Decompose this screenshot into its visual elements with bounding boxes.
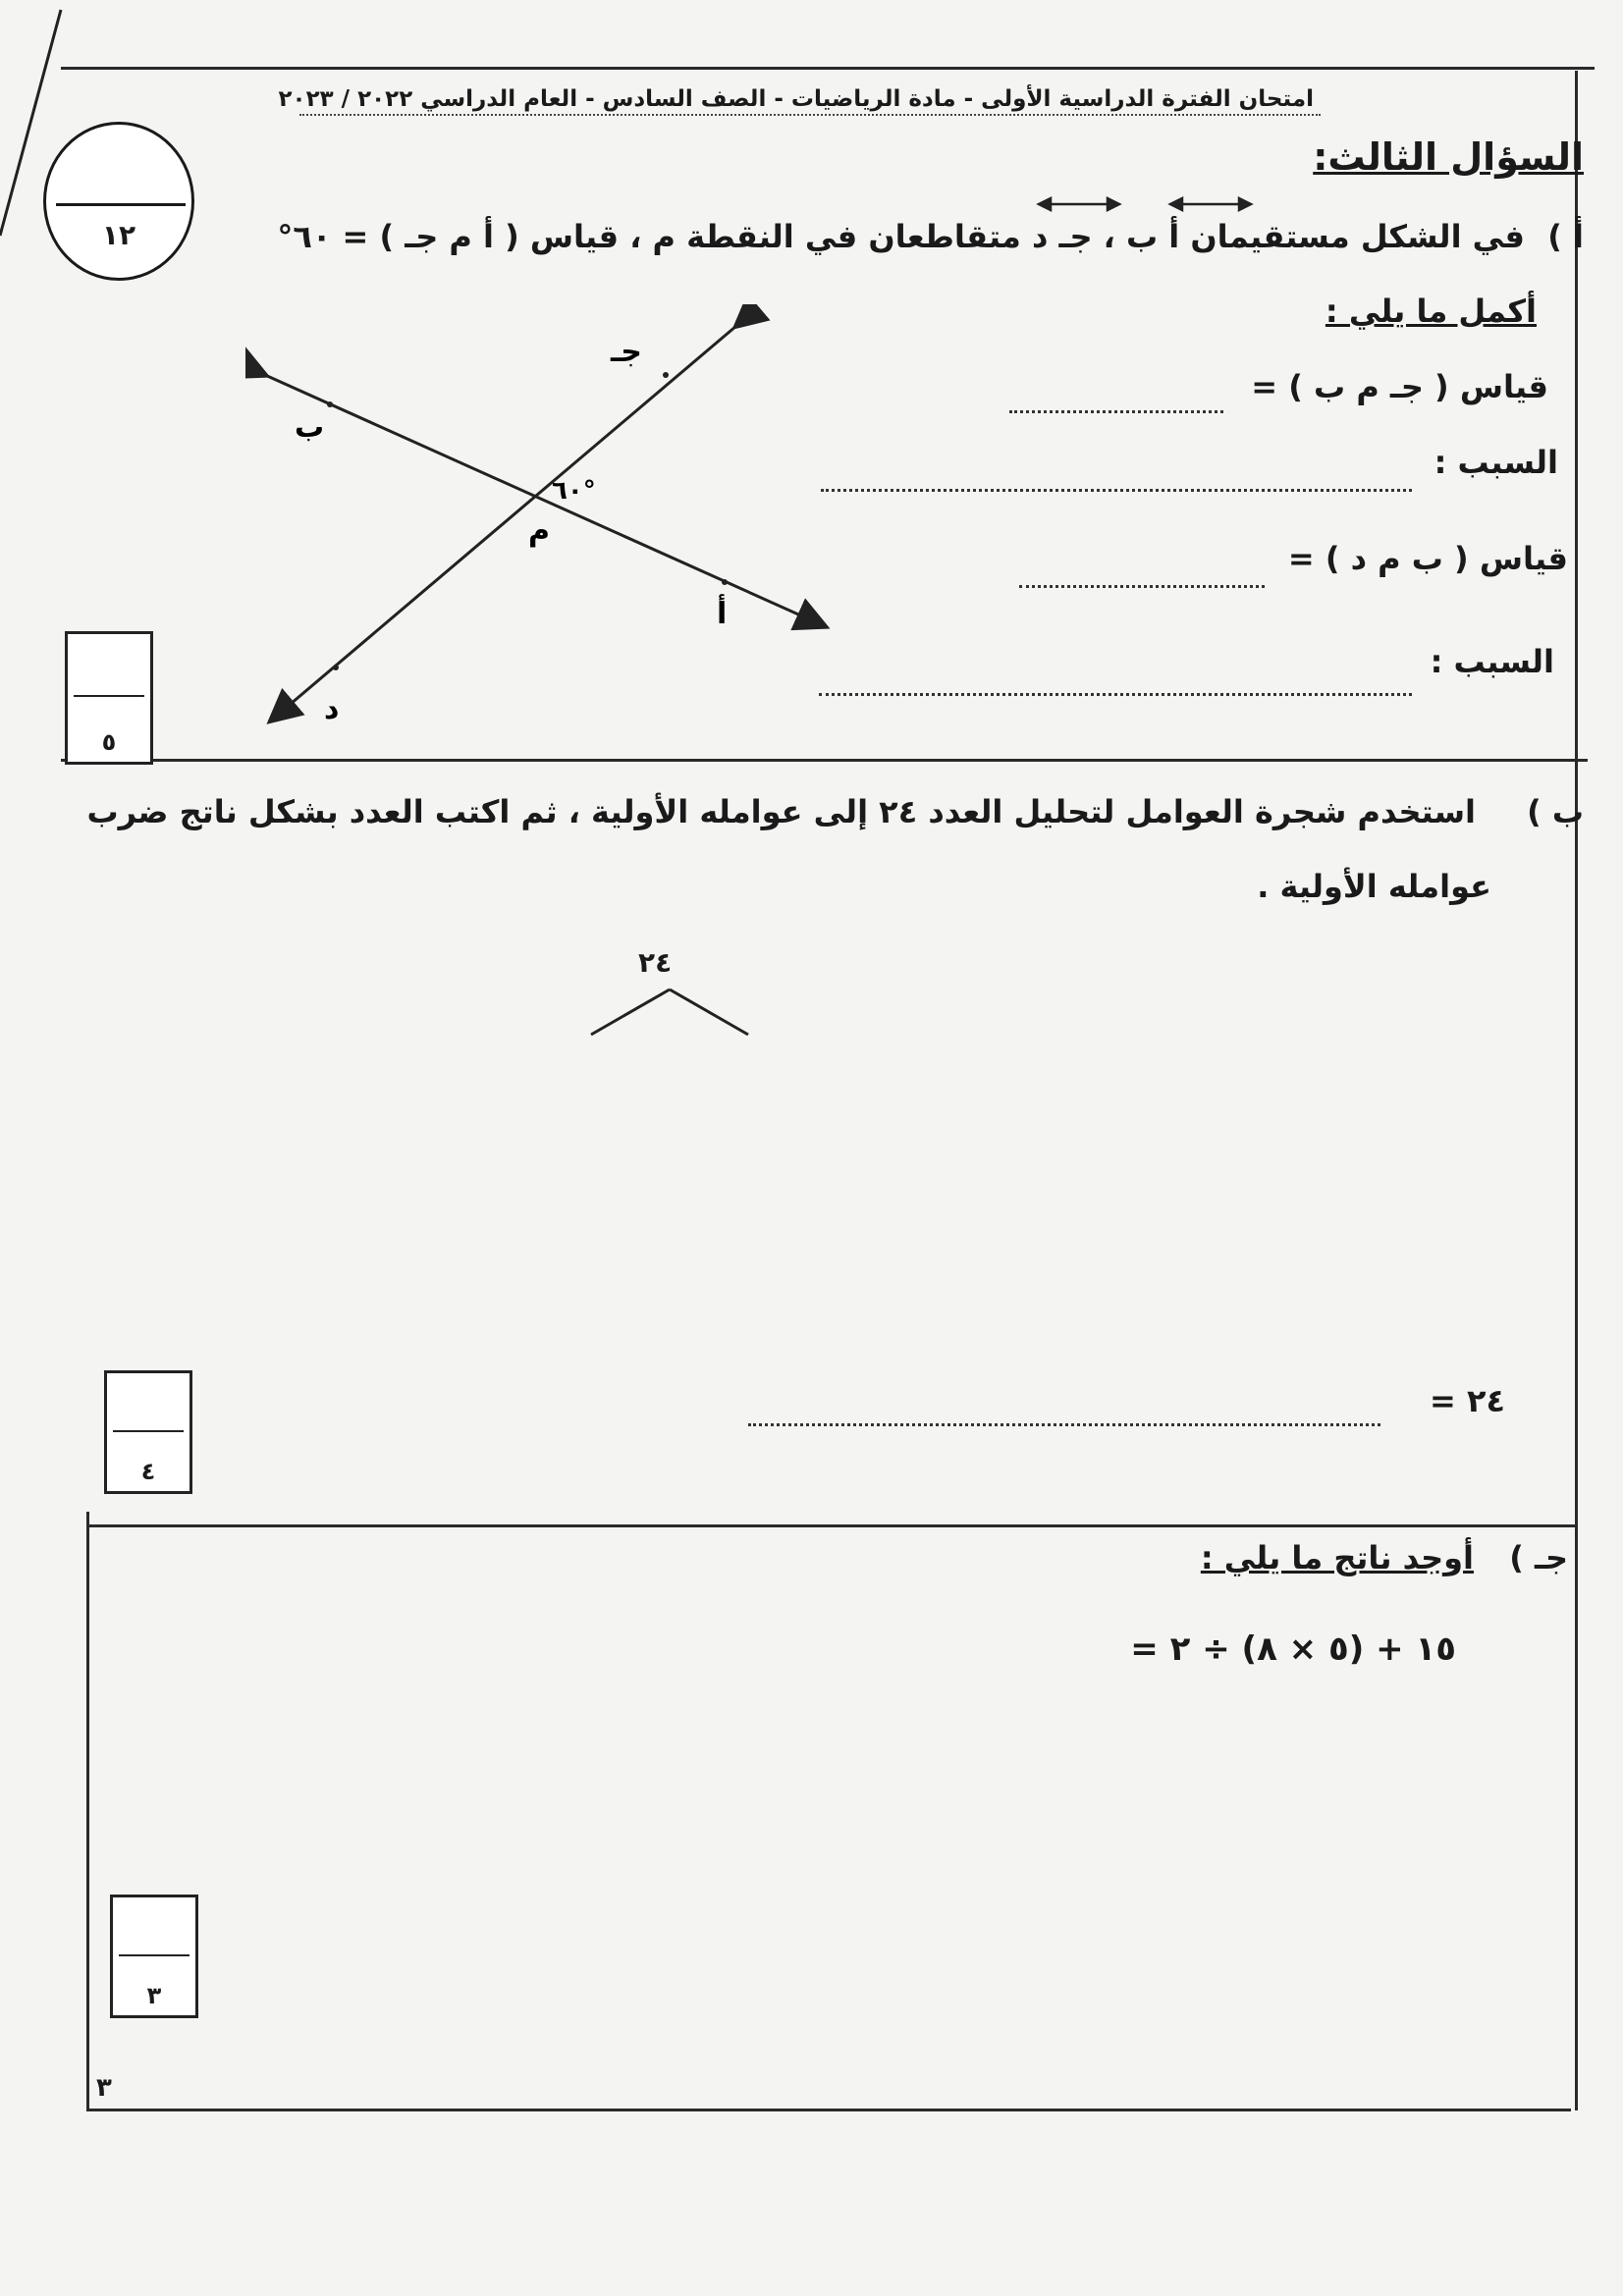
page-number: ٣ [96, 2073, 112, 2103]
part-a-label: أ ) [1547, 218, 1584, 255]
intersecting-lines-diagram [245, 304, 854, 736]
q2-reason-line[interactable] [819, 693, 1412, 696]
label-m: م [528, 513, 550, 548]
line-ab [265, 375, 825, 626]
factor-tree-branches [587, 986, 754, 1044]
q2-answer-line[interactable] [1019, 585, 1265, 588]
divider-ab [61, 759, 1588, 762]
part-b-score-box [104, 1370, 192, 1494]
q1-answer-line[interactable] [1009, 410, 1223, 413]
q1-text: قياس ( جـ م ب ) = [1251, 368, 1548, 405]
part-a-statement: في الشكل مستقيمان أ ب ، جـ د متقاطعان في النقطة م ، قياس ( أ م جـ ) = ٦٠° [277, 218, 1525, 255]
part-a-score: ٥ [101, 728, 117, 756]
total-score: ١٢ [101, 219, 136, 251]
label-a: أ [717, 597, 728, 631]
part-b-score: ٤ [140, 1458, 156, 1485]
part-c-expression: ١٥ + (٥ × ٨) ÷ ٢ = [1130, 1629, 1456, 1669]
header-underline [299, 114, 1321, 116]
frame-bottom [86, 2109, 1571, 2111]
part-c-score: ٣ [146, 1982, 162, 2009]
label-d: د [324, 692, 340, 726]
total-score-divider [56, 203, 186, 206]
part-c-label: جـ ) [1509, 1539, 1568, 1576]
q1-reason-line[interactable] [821, 489, 1412, 492]
frame-right [1575, 71, 1578, 2110]
part-c-score-box [110, 1895, 198, 2018]
part-b-line1: استخدم شجرة العوامل لتحليل العدد ٢٤ إلى عوامله الأولية ، ثم اكتب العدد بشكل ناتج ضرب [86, 793, 1476, 830]
part-b-label: ب ) [1527, 793, 1584, 830]
part-a-score-box [65, 631, 153, 765]
part-b-line2: عوامله الأولية . [1257, 868, 1491, 905]
label-c: جـ [611, 335, 642, 369]
line-notation-arrows [1031, 192, 1267, 216]
question-title: السؤال الثالث: [1313, 135, 1584, 179]
part-c-heading: أوجد ناتج ما يلي : [1200, 1539, 1474, 1576]
q2-text: قياس ( ب م د ) = [1287, 540, 1568, 577]
frame-top [61, 67, 1595, 70]
divider-bc [88, 1524, 1575, 1527]
line-cd [271, 326, 736, 721]
q1-reason-label: السبب : [1434, 444, 1558, 481]
part-b-answer-prefix: ٢٤ = [1429, 1382, 1505, 1419]
tree-root: ٢٤ [638, 946, 673, 979]
q2-reason-label: السبب : [1430, 643, 1554, 680]
label-b: ب [295, 410, 325, 445]
total-score-circle [43, 122, 194, 281]
angle-60: ٦٠° [552, 476, 596, 506]
exam-header: امتحان الفترة الدراسية الأولى - مادة الرياضيات - الصف السادس - العام الدراسي ٢٠٢٢ / ٢٠٢٣ [278, 86, 1314, 112]
frame-left [86, 1512, 89, 2110]
complete-heading: أكمل ما يلي : [1325, 293, 1537, 330]
part-b-answer-line[interactable] [748, 1423, 1380, 1426]
